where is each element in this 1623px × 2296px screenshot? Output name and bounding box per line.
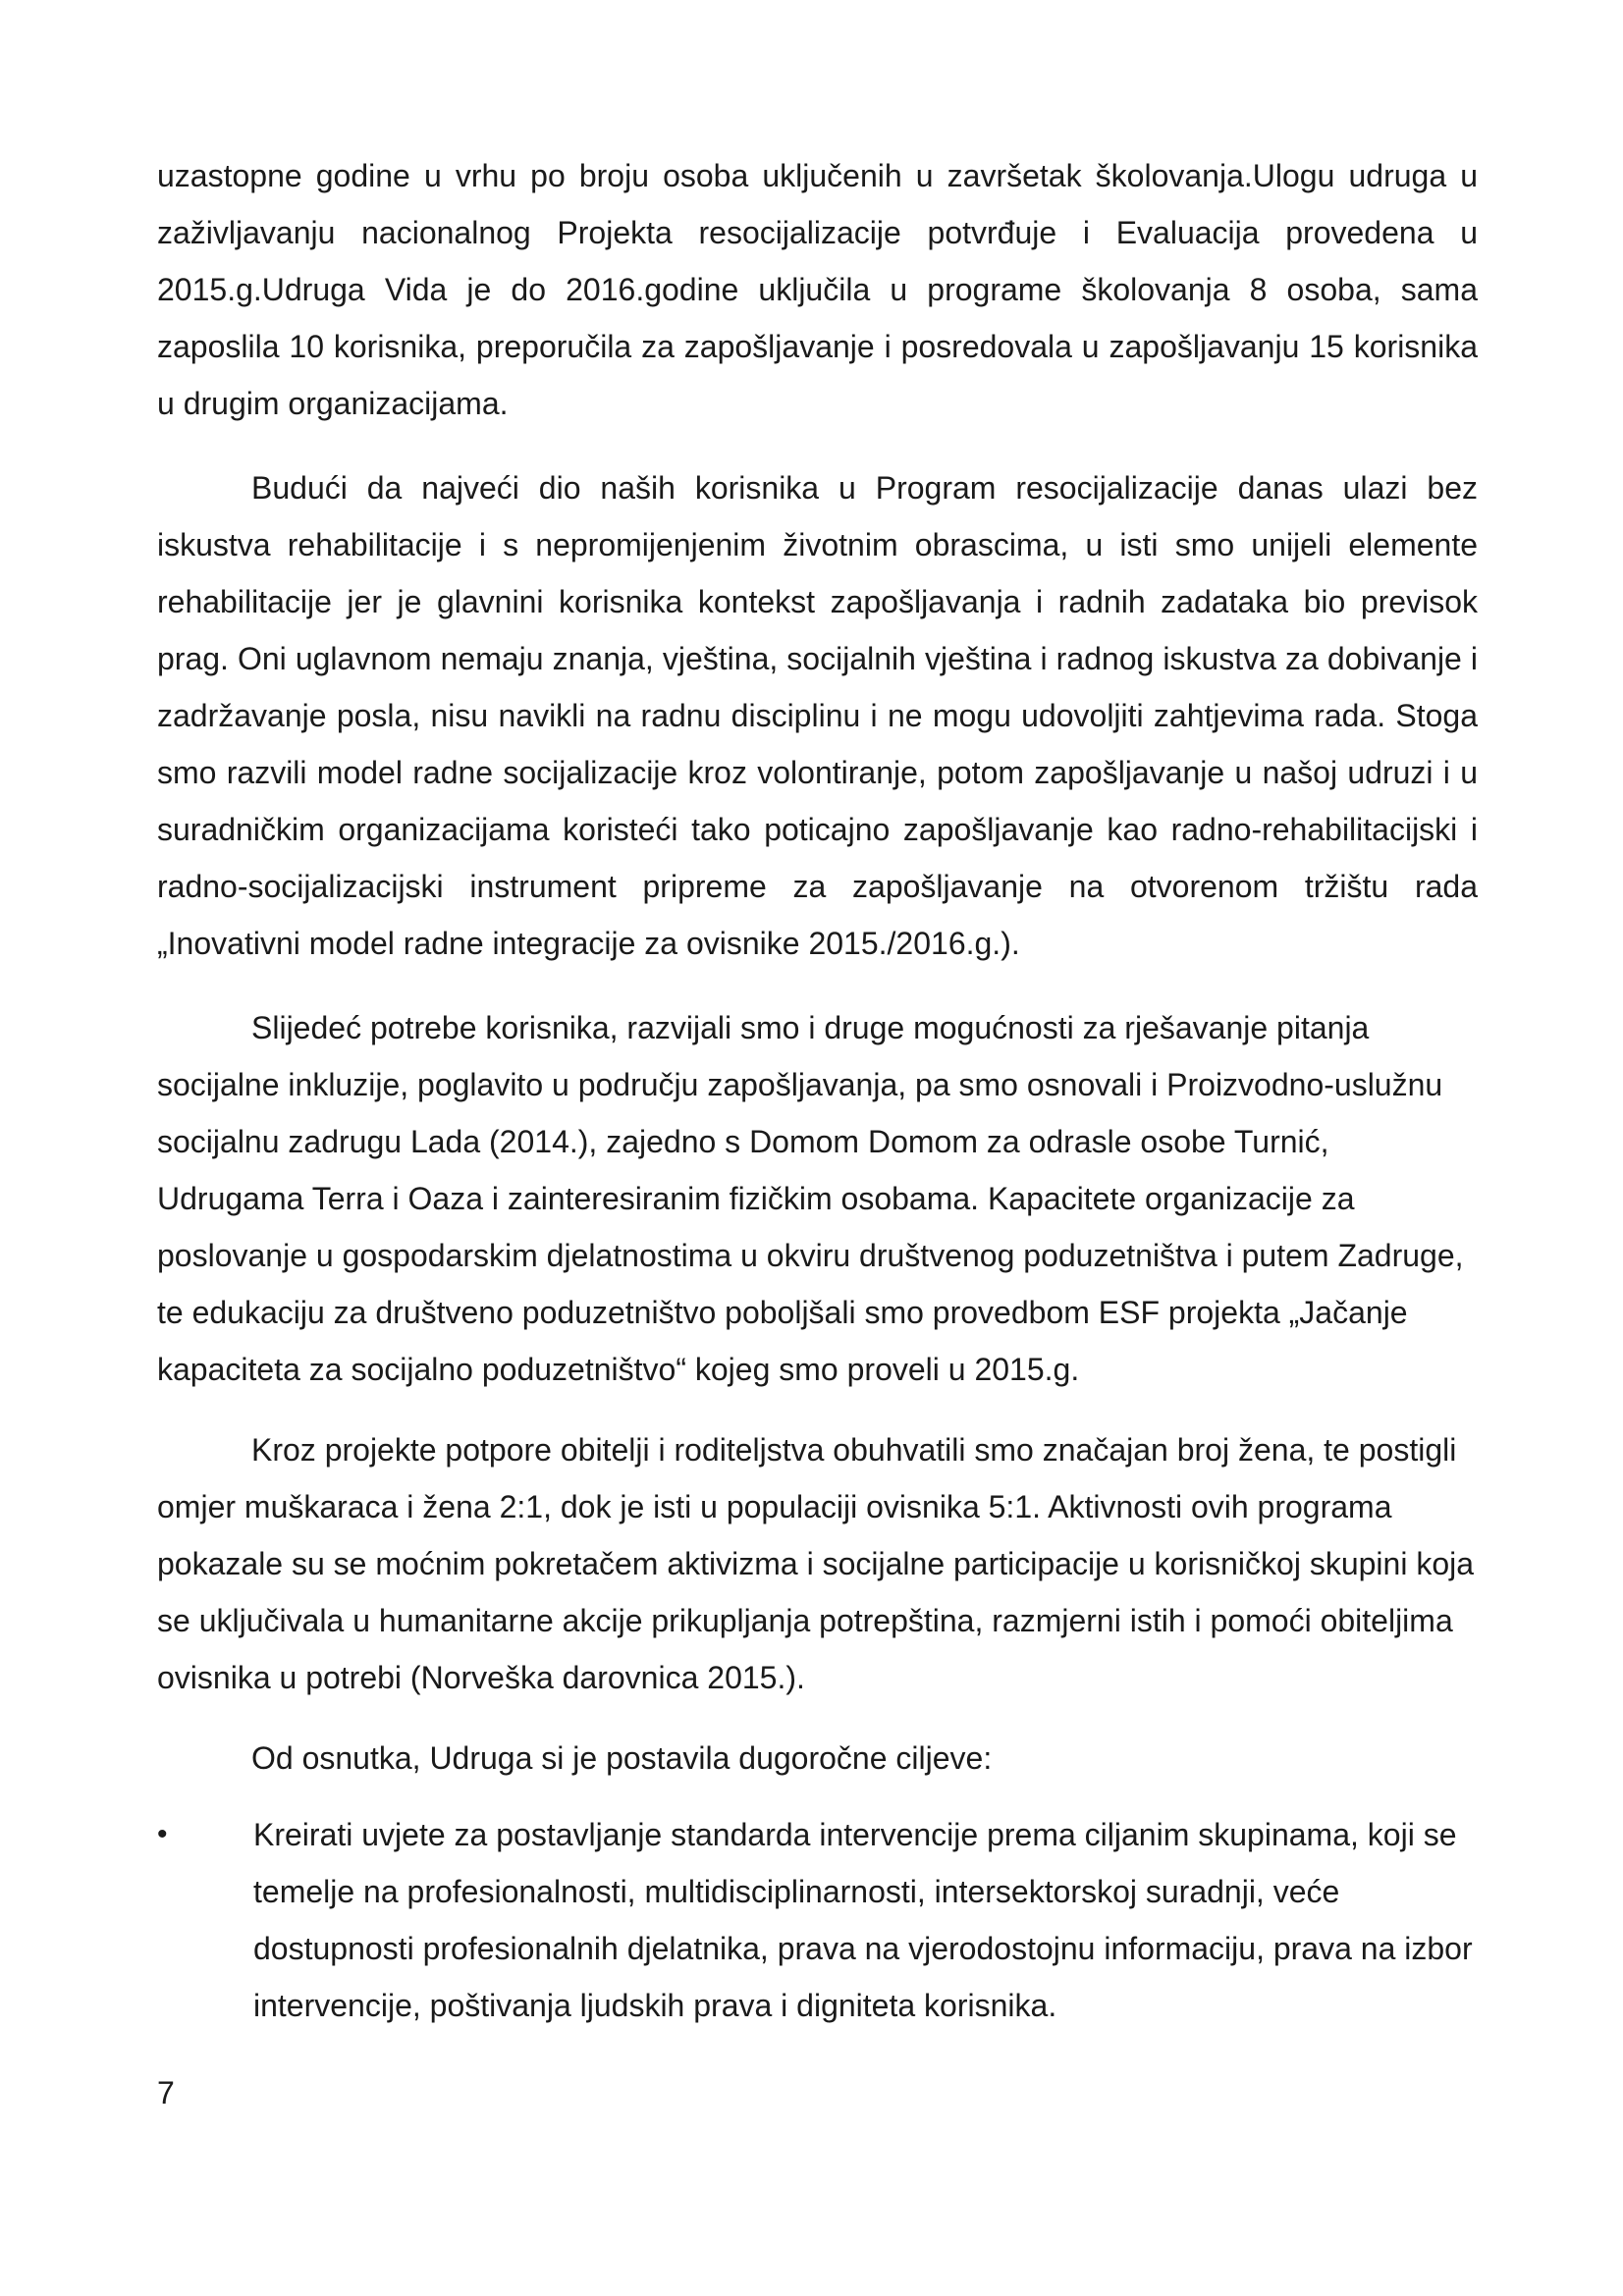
paragraph-rehabilitation: Budući da najveći dio naših korisnika u Program resocijalizacije danas ulazi bez iskustva rehabilitacije i s nepromijenjenim životnim obrascima, u isti smo unijeli elemente rehabilitacije jer je glavnini korisnika kontekst zapošljavanja i radnih zadataka bio previsok prag. Oni uglavnom nemaju znanja, vještina, socijalnih vještina i radnog iskustva za dobivanje i zadržavanje posla, nisu navikli na radnu disciplinu i ne mogu udovoljiti zahtjevima rada. Stoga smo razvili model radne socijalizacije kroz volontiranje, potom zapošljavanje u našoj udruzi i u suradničkim organizacijama koristeći tako poticajno zapošljavanje kao radno-rehabilitacijski i radno-socijalizacijski instrument pripreme za zapošljavanje na otvorenom tržištu rada „Inovativni model radne integracije za ovisnike 2015./2016.g.). xyxy=(157,470,1478,961)
goals-list xyxy=(157,1806,1478,2034)
paragraph-family-support: Kroz projekte potpore obitelji i roditeljstva obuhvatili smo značajan broj žena, te postigli omjer muškaraca i žena 2:1, dok je isti u populaciji ovisnika 5:1. Aktivnosti ovih programa pokazale su se moćnim pokretačem aktivizma i socijalne participacije u korisničkoj skupini koja se uključivala u humanitarne akcije prikupljanja potrepština, razmjerni istih i pomoći obiteljima ovisnika u potrebi (Norveška darovnica 2015.). xyxy=(157,1432,1475,1695)
paragraph-long-term-goals-intro: Od osnutka, Udruga si je postavila dugoročne ciljeve: xyxy=(251,1740,993,1776)
list-item-text: Kreirati uvjete za postavljanje standarda intervencije prema ciljanim skupinama, koji se temelje na profesionalnosti, multidisciplinarnosti, intersektorskoj suradnji, veće dostupnosti profesionalnih djelatnika, prava na vjerodostojnu informaciju, prava na izbor intervencije, poštivanja ljudskih prava i digniteta korisnika. xyxy=(253,1817,1473,2023)
list-item xyxy=(157,1806,1478,2034)
paragraph-social-inclusion: Slijedeć potrebe korisnika, razvijali smo i druge mogućnosti za rješavanje pitanja socijalne inkluzije, poglavito u području zapošljavanja, pa smo osnovali i Proizvodno-uslužnu socijalnu zadrugu Lada (2014.), zajedno s Domom Domom za odrasle osobe Turnić, Udrugama Terra i Oaza i zainteresiranim fizičkim osobama. Kapacitete organizacije za poslovanje u gospodarskim djelatnostima u okviru društvenog poduzetništva i putem Zadruge, te edukaciju za društveno poduzetništvo poboljšali smo provedbom ESF projekta „Jačanje kapaciteta za socijalno poduzetništvo“ kojeg smo proveli u 2015.g. xyxy=(157,1010,1464,1387)
page-number: 7 xyxy=(157,2075,175,2110)
paragraph-continuation: uzastopne godine u vrhu po broju osoba uključenih u završetak školovanja.Ulogu udruga u zaživljavanju nacionalnog Projekta resocijalizacije potvrđuje i Evaluacija provedena u 2015.g.Udruga Vida je do 2016.godine uključila u programe školovanja 8 osoba, sama zaposlila 10 korisnika, preporučila za zapošljavanje i posredovala u zapošljavanju 15 korisnika u drugim organizacijama. xyxy=(157,158,1478,421)
document-page xyxy=(157,147,1478,2034)
bullet-icon: • xyxy=(157,1818,168,1850)
